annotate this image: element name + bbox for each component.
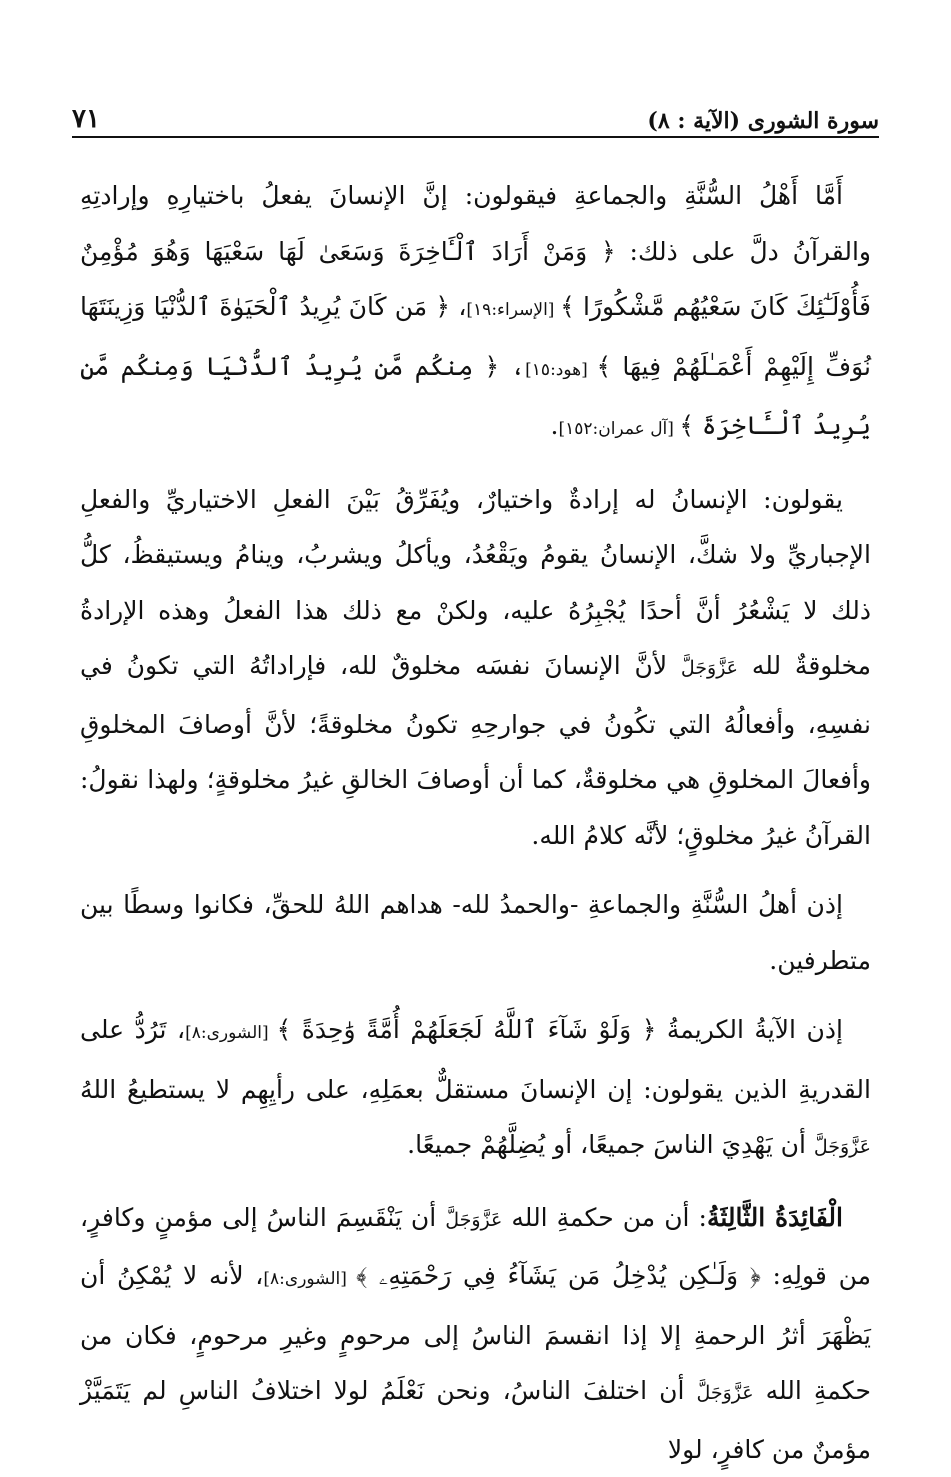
page-header (72, 96, 879, 132)
text-run: أن يَهْدِيَ الناسَ جميعًا، أو يُضِلَّهُمْ جميعًا. (407, 1130, 814, 1159)
quran-verse: ﴿ وَمَنْ أَرَادَ ٱلْـَٔاخِرَةَ وَسَعَىٰ لَهَا سَعْيَهَا وَهُوَ مُؤْمِنٌ فَأُوْلَـٰٓئِكَ كَانَ سَعْيُهُم مَّشْكُورًا ﴾ (80, 237, 871, 322)
page-body (80, 168, 871, 1329)
quran-verse: ﴿ مِنكُم مَّن يُرِيدُ ٱلدُّنْيَا وَمِنكُم مَّن يُرِيدُ ٱلْـَٔاخِرَةَ ﴾ (80, 352, 871, 441)
text-run: يقولون: الإنسانُ له إرادةٌ واختيارٌ، ويُفَرِّقُ بَيْنَ الفعلِ الاختياريِّ والفعلِ الإجباريِّ ولا شكَّ، الإنسانُ يقومُ ويَقْعُدُ، ويأكلُ ويشربُ، وينامُ ويستيقظُ، كلُّ ذلك لا يَشْعُرُ أنَّ أحدًا يُجْبِرُهُ عليه، ولكنْ مع ذلك هذا الفعلُ وهذه الإرادةُ مخلوقةٌ لله (80, 485, 871, 681)
paragraph (80, 877, 871, 988)
verse-citation: [الشورى:٨] (263, 1269, 356, 1289)
running-title: سورة الشورى (الآية : ٨) (647, 110, 879, 132)
text-run: ، لأنه لا يُمْكِنُ أن يَظْهَرَ أثرُ الرحمةِ إلا إذا انقسمَ الناسُ إلى مرحومٍ وغيرِ مرحومٍ، فكان من حكمةِ الله (80, 1261, 871, 1405)
quran-verse: ﴿ مَن كَانَ يُرِيدُ ٱلْحَيَوٰةَ ٱلدُّنْيَا وَزِينَتَهَا نُوَفِّ إِلَيْهِمْ أَعْمَـٰلَهُمْ فِيهَا ﴾ (80, 292, 871, 381)
paragraph (80, 1002, 871, 1176)
honorific-phrase: عَزَّوَجَلَّ (696, 1382, 753, 1404)
text-run: : أن من حكمةِ الله (502, 1203, 707, 1232)
paragraph (80, 472, 871, 864)
verse-citation: [آل عمران:١٥٢] (558, 419, 679, 439)
text-run: أَمَّا أَهْلُ السُّنَّةِ والجماعةِ فيقولون: إنَّ الإنسانَ يفعلُ باختيارِهِ وإرادتِهِ والقرآنُ دلَّ على ذلك: (80, 181, 871, 266)
paragraph (80, 1190, 871, 1477)
text-run: ، (450, 292, 466, 321)
honorific-phrase: عَزَّوَجَلَّ (681, 657, 738, 679)
honorific-phrase: عَزَّوَجَلَّ (814, 1136, 871, 1158)
text-run: ، تَرُدُّ على القدريةِ الذين يقولون: إن الإنسانَ مستقلٌّ بعمَلِهِ، على رأيِهِم لا يستطيعُ اللهُ (80, 1015, 871, 1104)
verse-citation: [الشورى:٨] (185, 1023, 277, 1043)
text-run: أن اختلفَ الناسُ، ونحن نَعْلَمُ لولا اختلافُ الناسِ لم يَتَمَيَّزْ مؤمنٌ من كافرٍ، لولا (80, 1376, 871, 1464)
page-number: ٧١ (72, 106, 100, 132)
quran-verse: ﴿ وَلَـٰكِن يُدْخِلُ مَن يَشَآءُ فِي رَحْمَتِهِۦ ﴾ (356, 1261, 761, 1290)
section-heading: الْفَائِدَةُ الثَّالِثَةُ (707, 1203, 843, 1232)
text-run: إذن الآيةُ الكريمةُ (656, 1015, 843, 1044)
text-run: ، (499, 352, 525, 381)
verse-citation: [هود:١٥] (525, 360, 596, 380)
text-run: إذن أهلُ السُّنَّةِ والجماعةِ -والحمدُ لله- هداهم اللهُ للحقِّ، فكانوا وسطًا بين متطرفين. (80, 890, 871, 975)
honorific-phrase: عَزَّوَجَلَّ (445, 1209, 502, 1231)
text-run: أن يَنْقَسِمَ الناسُ إلى مؤمنٍ وكافرٍ، من قولِهِ: (80, 1203, 871, 1291)
paragraph (80, 168, 871, 458)
text-run: . (551, 411, 559, 440)
verse-citation: [الإسراء:١٩] (466, 300, 560, 320)
header-rule (72, 136, 879, 138)
quran-verse: ﴿ وَلَوْ شَآءَ ٱللَّهُ لَجَعَلَهُمْ أُمَّةً وَٰحِدَةً ﴾ (277, 1015, 657, 1044)
text-run: لأنَّ الإنسانَ نفسَه مخلوقٌ لله، فإراداتُهُ التي تكونُ في نفسِهِ، وأفعالُهُ التي تكُونُ في جوارحِهِ تكونُ مخلوقةً؛ لأنَّ أوصافَ المخلوقِ وأفعالَ المخلوقِ هي مخلوقةٌ، كما أن أوصافَ الخالقِ غيرُ مخلوقةٍ؛ ولهذا نقولُ: القرآنُ غيرُ مخلوقٍ؛ لأنَّه كلامُ الله. (80, 651, 871, 850)
